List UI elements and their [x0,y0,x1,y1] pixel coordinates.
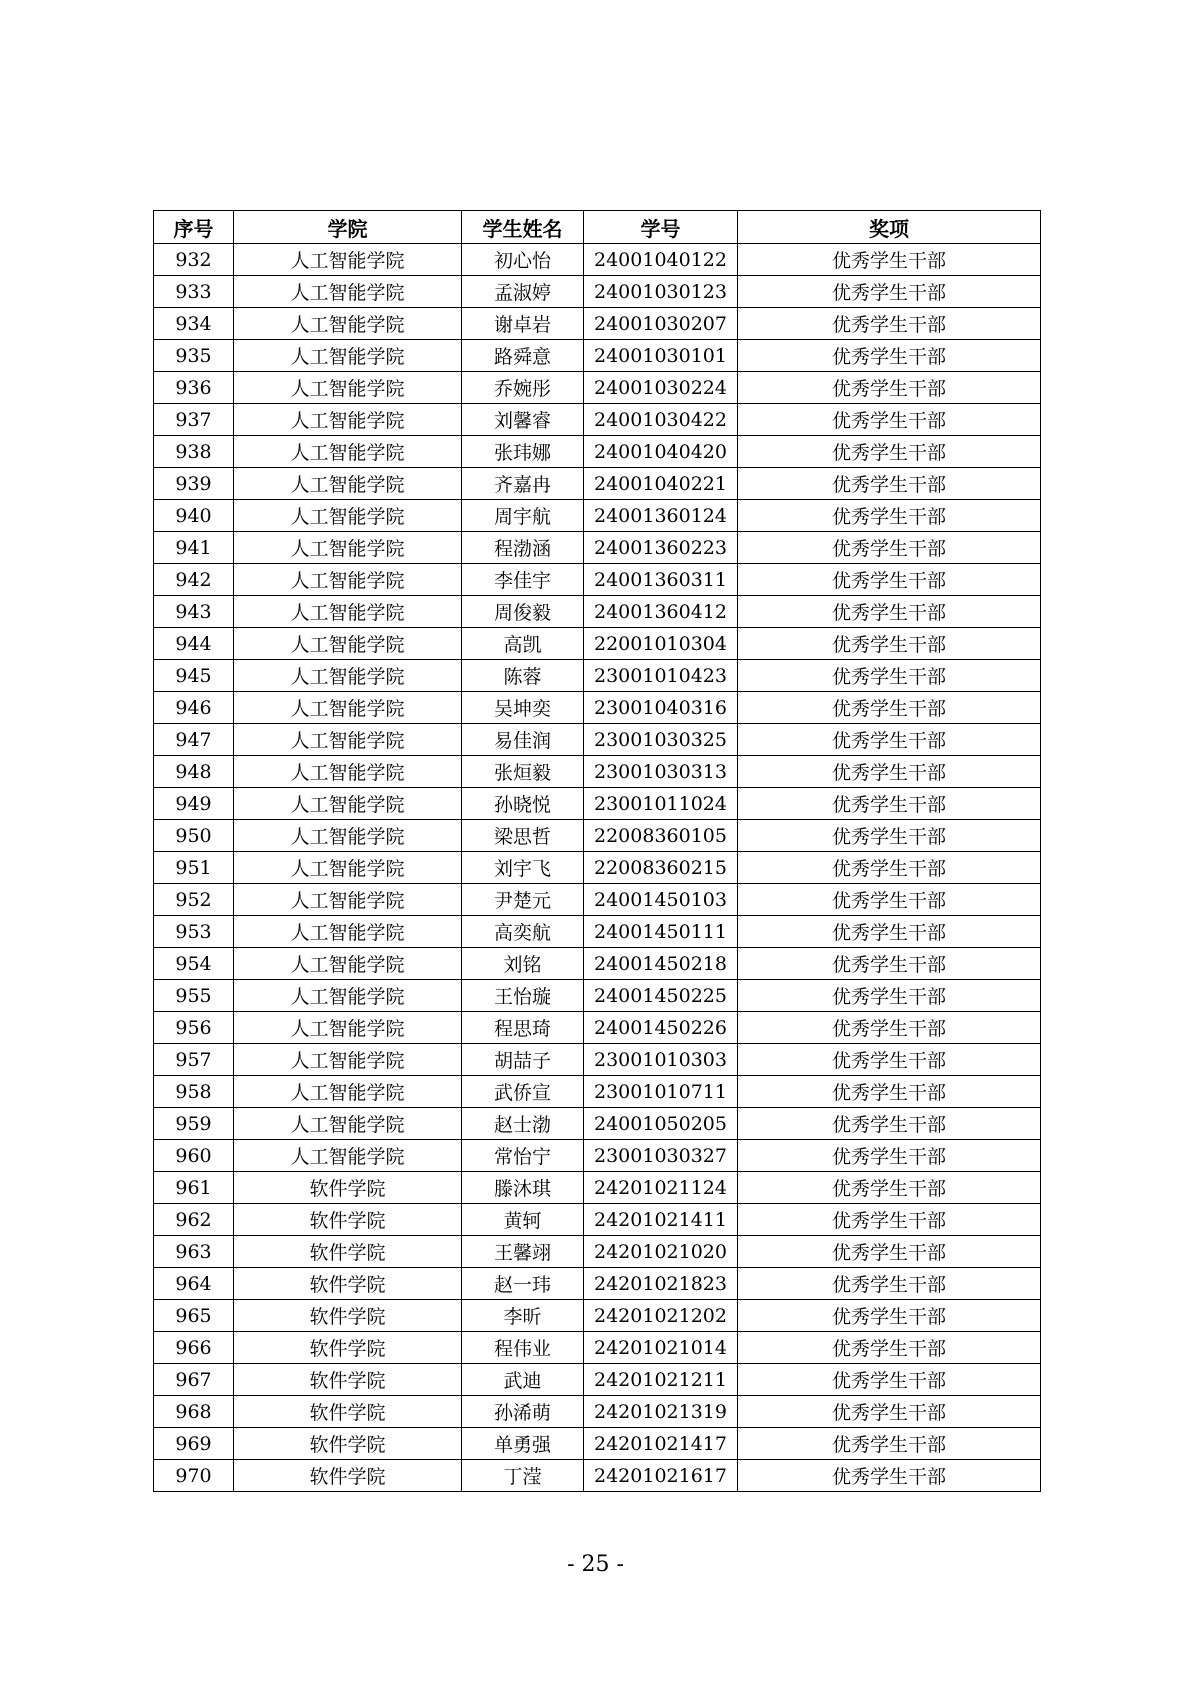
cell-college: 人工智能学院 [234,596,462,628]
cell-seq: 950 [154,820,234,852]
cell-award: 优秀学生干部 [738,756,1041,788]
table-row [154,692,1041,724]
cell-student-name: 孟淑婷 [462,276,584,308]
cell-seq: 940 [154,500,234,532]
cell-student-name: 王馨翊 [462,1236,584,1268]
cell-college: 人工智能学院 [234,660,462,692]
cell-student-id: 24001050205 [584,1108,738,1140]
cell-student-name: 程渤涵 [462,532,584,564]
table-header-row [154,211,1041,244]
cell-student-name: 齐嘉冉 [462,468,584,500]
cell-college: 人工智能学院 [234,532,462,564]
cell-college: 人工智能学院 [234,628,462,660]
cell-seq: 967 [154,1364,234,1396]
cell-college: 软件学院 [234,1236,462,1268]
cell-student-name: 刘馨睿 [462,404,584,436]
table-row [154,1364,1041,1396]
cell-student-name: 张玮娜 [462,436,584,468]
cell-college: 人工智能学院 [234,1108,462,1140]
table-body [154,244,1041,1492]
table-row [154,1268,1041,1300]
cell-student-id: 24001030224 [584,372,738,404]
cell-award: 优秀学生干部 [738,1012,1041,1044]
cell-award: 优秀学生干部 [738,1460,1041,1492]
cell-award: 优秀学生干部 [738,1044,1041,1076]
cell-student-name: 初心怡 [462,244,584,276]
cell-seq: 958 [154,1076,234,1108]
cell-award: 优秀学生干部 [738,980,1041,1012]
cell-college: 人工智能学院 [234,916,462,948]
cell-student-name: 赵一玮 [462,1268,584,1300]
cell-award: 优秀学生干部 [738,1140,1041,1172]
cell-student-id: 24001030123 [584,276,738,308]
cell-seq: 946 [154,692,234,724]
table-row [154,1172,1041,1204]
table-row [154,340,1041,372]
cell-seq: 948 [154,756,234,788]
cell-student-name: 谢卓岩 [462,308,584,340]
cell-student-name: 丁滢 [462,1460,584,1492]
cell-seq: 965 [154,1300,234,1332]
table-row [154,596,1041,628]
cell-college: 人工智能学院 [234,724,462,756]
table-row [154,1108,1041,1140]
cell-student-id: 23001011024 [584,788,738,820]
cell-seq: 936 [154,372,234,404]
cell-award: 优秀学生干部 [738,660,1041,692]
cell-seq: 937 [154,404,234,436]
cell-student-name: 尹楚元 [462,884,584,916]
table-row [154,916,1041,948]
cell-student-id: 24201021411 [584,1204,738,1236]
cell-seq: 952 [154,884,234,916]
cell-college: 人工智能学院 [234,276,462,308]
table-row [154,1204,1041,1236]
cell-college: 人工智能学院 [234,884,462,916]
header-seq: 序号 [154,211,234,244]
cell-seq: 932 [154,244,234,276]
cell-student-id: 22008360105 [584,820,738,852]
cell-student-id: 24201021823 [584,1268,738,1300]
cell-student-name: 武侨宣 [462,1076,584,1108]
cell-student-id: 24001040122 [584,244,738,276]
cell-college: 人工智能学院 [234,1012,462,1044]
cell-student-name: 刘宇飞 [462,852,584,884]
cell-award: 优秀学生干部 [738,1428,1041,1460]
cell-student-id: 24201021417 [584,1428,738,1460]
cell-student-id: 23001010711 [584,1076,738,1108]
cell-student-name: 易佳润 [462,724,584,756]
table-row [154,1012,1041,1044]
cell-award: 优秀学生干部 [738,884,1041,916]
cell-college: 软件学院 [234,1428,462,1460]
cell-student-id: 24201021020 [584,1236,738,1268]
cell-award: 优秀学生干部 [738,500,1041,532]
table-row [154,308,1041,340]
cell-college: 人工智能学院 [234,788,462,820]
table-row [154,500,1041,532]
cell-college: 人工智能学院 [234,1140,462,1172]
cell-seq: 953 [154,916,234,948]
cell-student-name: 单勇强 [462,1428,584,1460]
cell-seq: 962 [154,1204,234,1236]
cell-award: 优秀学生干部 [738,628,1041,660]
cell-seq: 941 [154,532,234,564]
header-student-name: 学生姓名 [462,211,584,244]
cell-college: 软件学院 [234,1204,462,1236]
cell-seq: 933 [154,276,234,308]
table-row [154,1140,1041,1172]
cell-student-id: 23001040316 [584,692,738,724]
cell-student-id: 23001030325 [584,724,738,756]
table-row [154,980,1041,1012]
cell-college: 软件学院 [234,1460,462,1492]
cell-award: 优秀学生干部 [738,1364,1041,1396]
cell-student-id: 24001030422 [584,404,738,436]
cell-student-name: 李佳宇 [462,564,584,596]
cell-college: 人工智能学院 [234,1076,462,1108]
cell-award: 优秀学生干部 [738,852,1041,884]
cell-award: 优秀学生干部 [738,1396,1041,1428]
table-row [154,372,1041,404]
cell-award: 优秀学生干部 [738,1204,1041,1236]
cell-student-id: 24201021319 [584,1396,738,1428]
cell-student-name: 周俊毅 [462,596,584,628]
cell-award: 优秀学生干部 [738,468,1041,500]
cell-student-name: 高凯 [462,628,584,660]
cell-student-id: 24201021617 [584,1460,738,1492]
cell-college: 软件学院 [234,1364,462,1396]
cell-seq: 947 [154,724,234,756]
cell-seq: 935 [154,340,234,372]
cell-student-name: 梁思哲 [462,820,584,852]
cell-student-name: 陈蓉 [462,660,584,692]
cell-college: 软件学院 [234,1332,462,1364]
cell-college: 人工智能学院 [234,500,462,532]
cell-student-name: 高奕航 [462,916,584,948]
table-row [154,1428,1041,1460]
cell-student-id: 24001450103 [584,884,738,916]
table-row [154,756,1041,788]
cell-award: 优秀学生干部 [738,1108,1041,1140]
table-row [154,1236,1041,1268]
cell-student-id: 22001010304 [584,628,738,660]
cell-student-name: 常怡宁 [462,1140,584,1172]
cell-seq: 957 [154,1044,234,1076]
cell-student-id: 24001360124 [584,500,738,532]
cell-student-id: 24001040221 [584,468,738,500]
cell-college: 软件学院 [234,1300,462,1332]
cell-seq: 959 [154,1108,234,1140]
cell-college: 软件学院 [234,1396,462,1428]
table-row [154,1460,1041,1492]
cell-college: 软件学院 [234,1172,462,1204]
table-row [154,852,1041,884]
cell-student-id: 24001360412 [584,596,738,628]
cell-student-id: 24201021202 [584,1300,738,1332]
cell-seq: 943 [154,596,234,628]
table-row [154,884,1041,916]
table-row [154,436,1041,468]
cell-student-name: 李昕 [462,1300,584,1332]
cell-seq: 961 [154,1172,234,1204]
cell-award: 优秀学生干部 [738,916,1041,948]
cell-college: 人工智能学院 [234,692,462,724]
cell-college: 人工智能学院 [234,1044,462,1076]
cell-student-id: 24001360223 [584,532,738,564]
cell-award: 优秀学生干部 [738,404,1041,436]
header-college: 学院 [234,211,462,244]
cell-student-name: 程思琦 [462,1012,584,1044]
table-row [154,244,1041,276]
table-row [154,660,1041,692]
cell-college: 人工智能学院 [234,340,462,372]
cell-student-name: 黄轲 [462,1204,584,1236]
cell-seq: 945 [154,660,234,692]
cell-award: 优秀学生干部 [738,244,1041,276]
cell-college: 人工智能学院 [234,308,462,340]
cell-award: 优秀学生干部 [738,948,1041,980]
cell-award: 优秀学生干部 [738,532,1041,564]
cell-award: 优秀学生干部 [738,1172,1041,1204]
cell-college: 人工智能学院 [234,948,462,980]
cell-award: 优秀学生干部 [738,308,1041,340]
table-row [154,628,1041,660]
award-table [153,210,1041,1492]
cell-student-name: 王怡璇 [462,980,584,1012]
cell-award: 优秀学生干部 [738,692,1041,724]
table-row [154,1300,1041,1332]
cell-student-id: 24001450225 [584,980,738,1012]
cell-award: 优秀学生干部 [738,1268,1041,1300]
cell-college: 人工智能学院 [234,820,462,852]
cell-award: 优秀学生干部 [738,596,1041,628]
table-row [154,948,1041,980]
table-row [154,276,1041,308]
table-row [154,820,1041,852]
cell-seq: 934 [154,308,234,340]
cell-student-id: 24201021124 [584,1172,738,1204]
cell-award: 优秀学生干部 [738,276,1041,308]
table-row [154,1396,1041,1428]
cell-award: 优秀学生干部 [738,1236,1041,1268]
table-row [154,564,1041,596]
cell-college: 软件学院 [234,1268,462,1300]
cell-student-name: 张烜毅 [462,756,584,788]
header-student-id: 学号 [584,211,738,244]
cell-award: 优秀学生干部 [738,724,1041,756]
cell-seq: 970 [154,1460,234,1492]
cell-student-name: 程伟业 [462,1332,584,1364]
cell-seq: 969 [154,1428,234,1460]
cell-award: 优秀学生干部 [738,820,1041,852]
header-award: 奖项 [738,211,1041,244]
cell-college: 人工智能学院 [234,980,462,1012]
cell-seq: 968 [154,1396,234,1428]
cell-seq: 951 [154,852,234,884]
cell-student-name: 刘铭 [462,948,584,980]
table-row [154,788,1041,820]
cell-seq: 939 [154,468,234,500]
cell-student-name: 乔婉彤 [462,372,584,404]
cell-student-name: 吴坤奕 [462,692,584,724]
cell-student-id: 24001030101 [584,340,738,372]
cell-award: 优秀学生干部 [738,436,1041,468]
cell-award: 优秀学生干部 [738,372,1041,404]
table-row [154,724,1041,756]
cell-award: 优秀学生干部 [738,564,1041,596]
cell-student-id: 23001010303 [584,1044,738,1076]
table-row [154,404,1041,436]
cell-student-name: 路舜意 [462,340,584,372]
cell-student-id: 24001450111 [584,916,738,948]
table-row [154,1076,1041,1108]
cell-student-name: 孙浠萌 [462,1396,584,1428]
cell-student-name: 胡喆子 [462,1044,584,1076]
cell-seq: 956 [154,1012,234,1044]
cell-seq: 963 [154,1236,234,1268]
cell-college: 人工智能学院 [234,564,462,596]
page-number: - 25 - [567,1552,624,1577]
cell-student-name: 滕沐琪 [462,1172,584,1204]
cell-student-id: 24201021211 [584,1364,738,1396]
cell-award: 优秀学生干部 [738,340,1041,372]
cell-student-id: 24001450226 [584,1012,738,1044]
cell-student-id: 24001360311 [584,564,738,596]
cell-student-name: 周宇航 [462,500,584,532]
table-row [154,468,1041,500]
cell-student-name: 武迪 [462,1364,584,1396]
cell-college: 人工智能学院 [234,404,462,436]
cell-seq: 960 [154,1140,234,1172]
cell-college: 人工智能学院 [234,468,462,500]
cell-college: 人工智能学院 [234,244,462,276]
cell-student-id: 24201021014 [584,1332,738,1364]
cell-award: 优秀学生干部 [738,1076,1041,1108]
cell-college: 人工智能学院 [234,436,462,468]
cell-student-id: 23001030313 [584,756,738,788]
cell-student-id: 23001030327 [584,1140,738,1172]
table-row [154,1044,1041,1076]
cell-student-id: 23001010423 [584,660,738,692]
cell-seq: 964 [154,1268,234,1300]
cell-award: 优秀学生干部 [738,788,1041,820]
cell-seq: 966 [154,1332,234,1364]
cell-student-name: 赵士渤 [462,1108,584,1140]
cell-seq: 938 [154,436,234,468]
cell-college: 人工智能学院 [234,756,462,788]
cell-seq: 942 [154,564,234,596]
cell-student-id: 24001450218 [584,948,738,980]
cell-seq: 949 [154,788,234,820]
cell-seq: 944 [154,628,234,660]
cell-college: 人工智能学院 [234,372,462,404]
cell-seq: 954 [154,948,234,980]
table-row [154,532,1041,564]
table-row [154,1332,1041,1364]
cell-student-name: 孙晓悦 [462,788,584,820]
cell-student-id: 22008360215 [584,852,738,884]
cell-award: 优秀学生干部 [738,1332,1041,1364]
cell-college: 人工智能学院 [234,852,462,884]
cell-seq: 955 [154,980,234,1012]
cell-student-id: 24001040420 [584,436,738,468]
cell-student-id: 24001030207 [584,308,738,340]
cell-award: 优秀学生干部 [738,1300,1041,1332]
